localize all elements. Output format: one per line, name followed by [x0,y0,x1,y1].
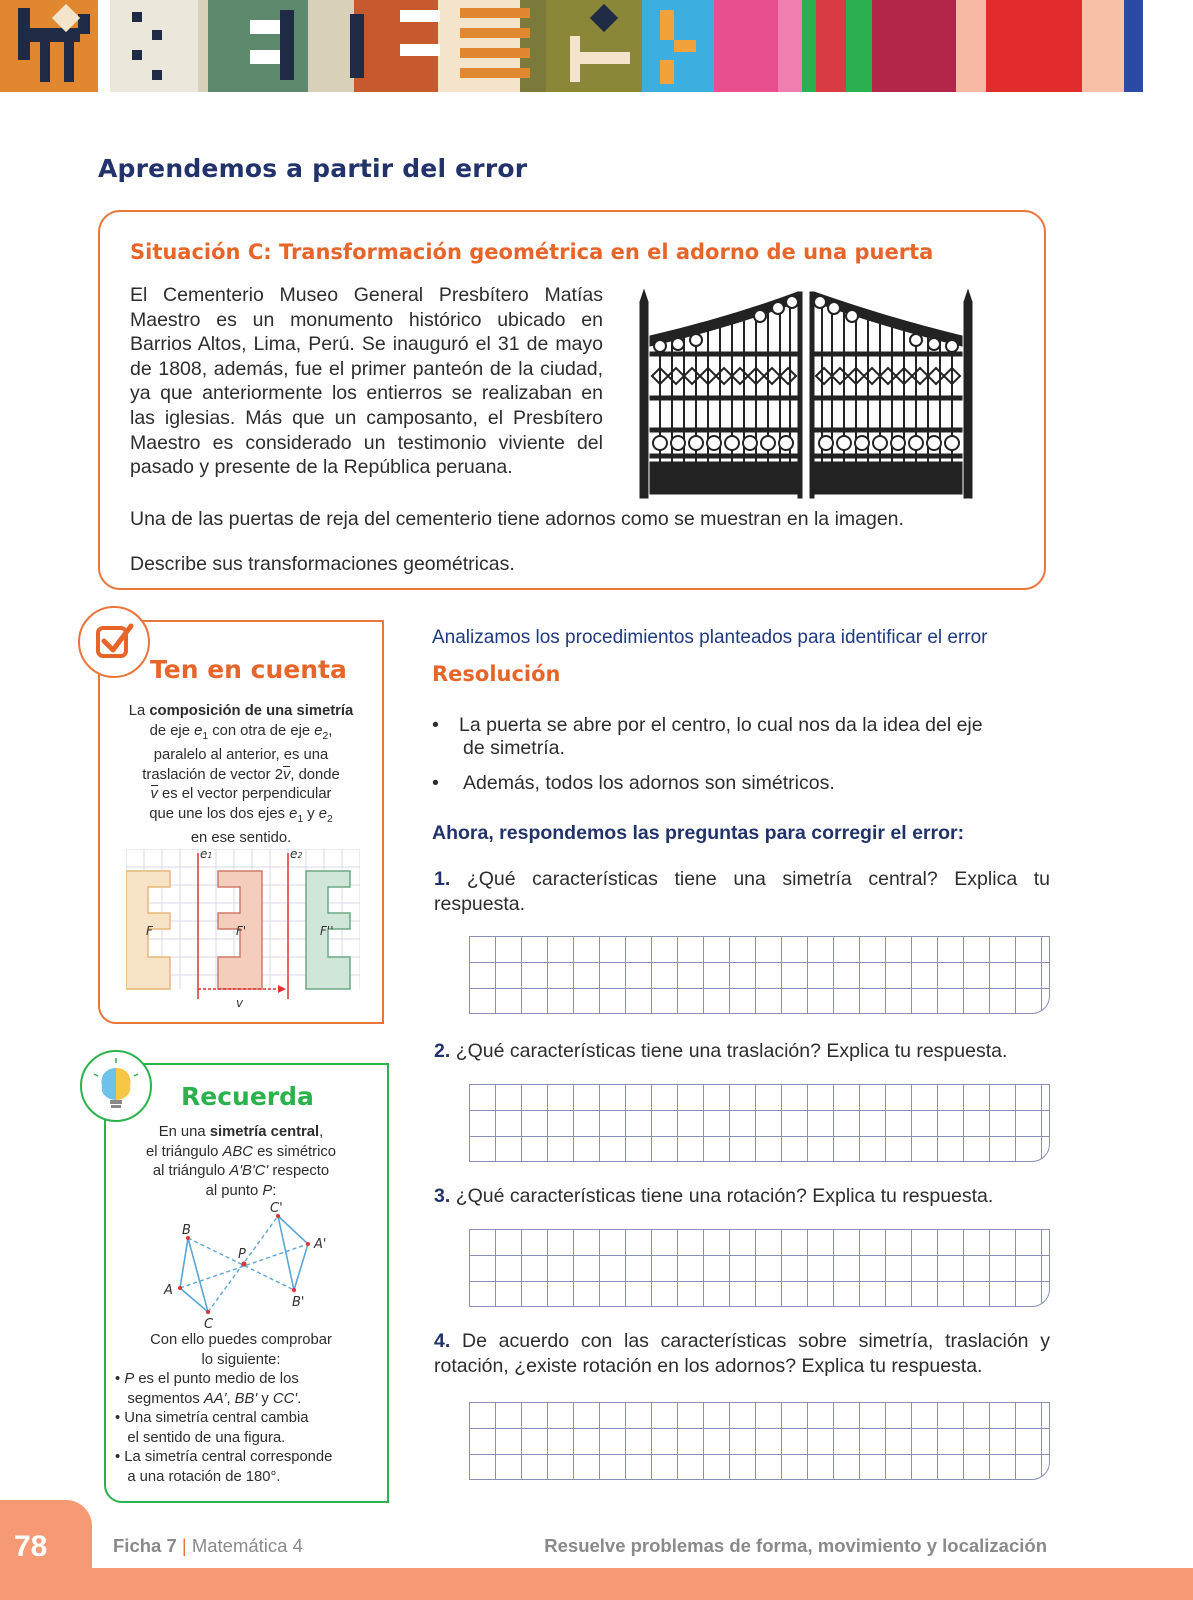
situation-line-2: Una de las puertas de reja del cementerio tiene adornos como se muestran en la imagen. [130,508,904,530]
situation-line-3: Describe sus transformaciones geométricas. [130,553,515,575]
svg-text:e2: e2 [290,849,303,861]
analyze-heading: Analizamos los procedimientos planteados para identificar el error [432,627,988,648]
svg-text:B': B' [292,1295,305,1310]
recuerda-text: En una simetría central, el triángulo ABC es simétrico al triángulo A'B'C' respecto al punto P: [145,1124,336,1199]
recuerda-bullet-3: • La simetría central corresponde a una rotación de 180°. [115,1449,333,1485]
svg-text:F': F' [236,924,247,938]
svg-text:F'': F'' [320,924,334,938]
footer-bar [0,1568,1193,1600]
footer-competency: Resuelve problemas de forma, movimiento y localización [544,1535,1047,1556]
ten-en-cuenta-text: La composición de una simetría de eje $e_1$ con otra de eje $e_2$, paralelo al anterior, es una traslación de vector 2v, donde v es el vector perpendicular que une los dos ejes $e_1$ y $e_2$ en ese sentido. [128,703,354,847]
answer-grid-1[interactable] [469,936,1050,1014]
banner-patterns [0,0,1193,92]
cemetery-gate-image [638,278,974,500]
symmetry-composition-figure [126,849,360,1011]
answer-grid-3[interactable] [469,1229,1050,1307]
brain-lightbulb-icon [80,1050,152,1122]
page-number: 78 [14,1530,48,1563]
svg-text:A: A [164,1283,173,1298]
resolution-bullet-2: Además, todos los adornos son simétricos. [463,772,835,794]
resolution-bullet-1-line-1: La puerta se abre por el centro, lo cual nos da la idea del eje [459,714,983,736]
central-symmetry-figure [158,1202,338,1332]
bullet-dot: • [432,772,439,794]
svg-text:C': C' [270,1202,283,1216]
section-title: Aprendemos a partir del error [98,154,528,183]
resolution-bullet-1-line-2: de simetría. [463,737,565,759]
svg-text:v: v [236,996,244,1010]
footer-ficha: Ficha 7 | Matemática 4 [113,1535,303,1556]
question-4: 4. De acuerdo con las características sobre simetría, traslación y rotación, ¿existe rotación en los adornos? Explica tu respuesta. [434,1330,1050,1377]
question-1: 1. ¿Qué características tiene una simetría central? Explica tu respuesta. [434,868,1050,915]
recuerda-conclusion: Con ello puedes comprobar lo siguiente: [150,1332,332,1368]
situation-paragraph: El Cementerio Museo General Presbítero Matías Maestro es un monumento histórico ubicado en Barrios Altos, Lima, Perú. Se inauguró el 31 de mayo de 1808, además, fue el primer panteón de la ciudad, ya que anteriormente los entierros se realizaban en las iglesias. Más que un camposanto, el Presbítero Maestro es considerado un testimonio viviente del pasado y presente de la República peruana. [130,284,603,479]
situation-title: Situación C: Transformación geométrica en el adorno de una puerta [130,240,934,264]
checkbox-icon [78,606,150,678]
question-2: 2. ¿Qué características tiene una traslación? Explica tu respuesta. [434,1040,1008,1062]
recuerda-bullet-1: • P es el punto medio de los segmentos AA', BB' y CC'. [115,1371,302,1407]
svg-text:C: C [204,1317,214,1332]
recuerda-title: Recuerda [181,1082,314,1111]
recuerda-bullet-2: • Una simetría central cambia el sentido de una figura. [115,1410,309,1446]
answer-grid-2[interactable] [469,1084,1050,1162]
svg-text:F: F [146,924,153,938]
svg-text:P: P [238,1247,246,1262]
svg-text:B: B [182,1223,191,1238]
bullet-dot: • [432,714,439,736]
svg-text:e1: e1 [200,849,213,861]
question-3: 3. ¿Qué características tiene una rotación? Explica tu respuesta. [434,1185,994,1207]
ten-en-cuenta-title: Ten en cuenta [150,655,347,684]
svg-text:A': A' [314,1237,327,1252]
answer-heading: Ahora, respondemos las preguntas para corregir el error: [432,822,965,844]
resolution-title: Resolución [432,662,561,686]
answer-grid-4[interactable] [469,1402,1050,1480]
